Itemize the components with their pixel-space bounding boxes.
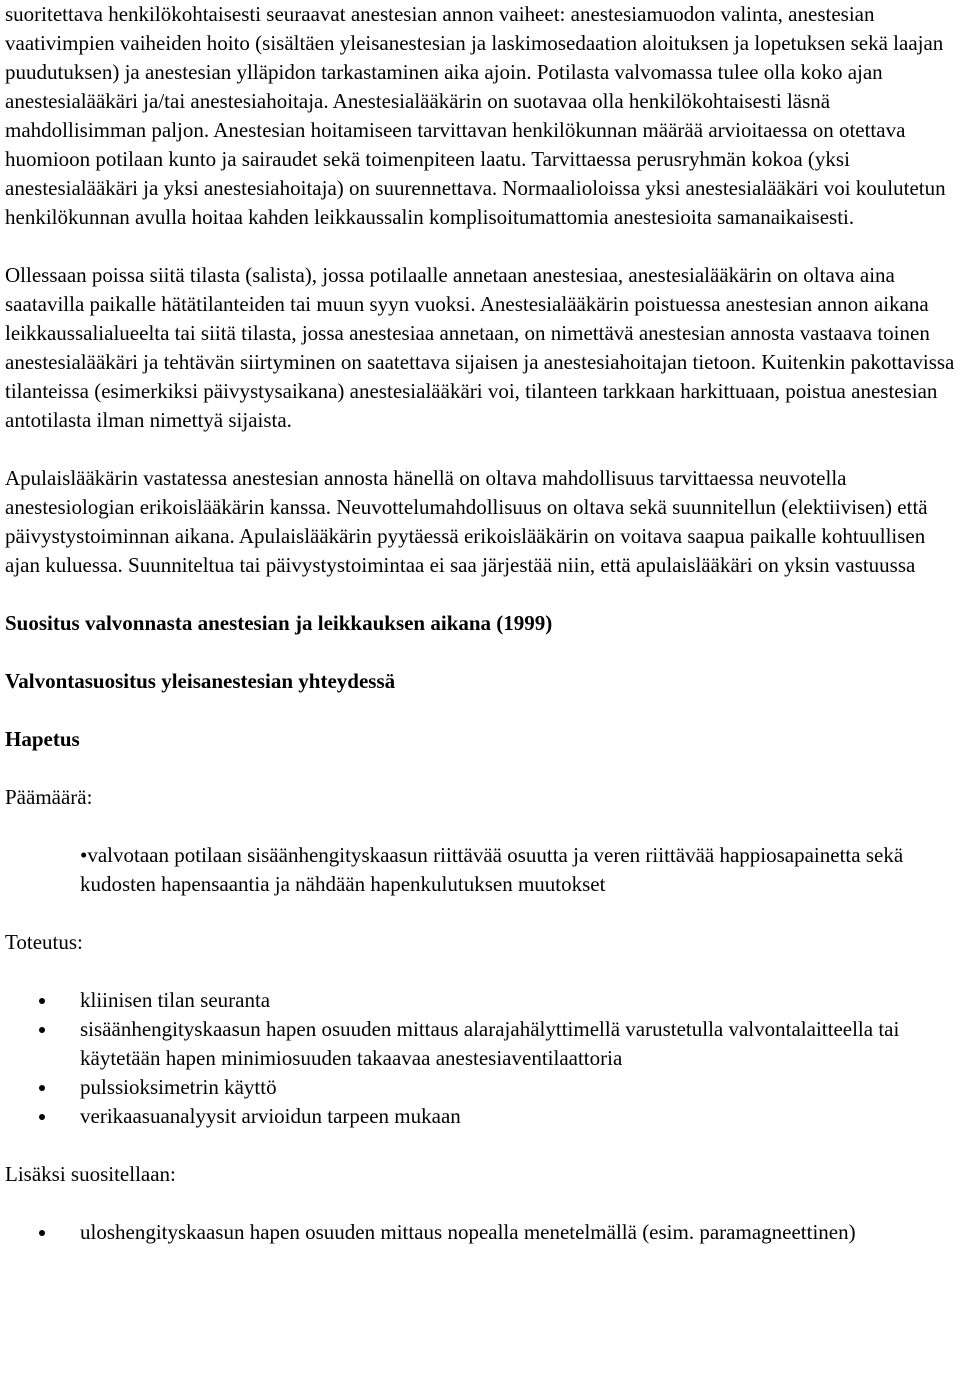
implementation-label: Toteutus:: [5, 930, 83, 954]
list-item: verikaasuanalyysit arvioidun tarpeen mukaan: [5, 1102, 960, 1131]
additional-label: Lisäksi suositellaan:: [5, 1162, 176, 1186]
bullet-icon: [39, 1027, 45, 1033]
list-item: kliinisen tilan seuranta: [5, 986, 960, 1015]
paragraph-absence-rules: Ollessaan poissa siitä tilasta (salista), jossa potilaalle annetaan anestesiaa, anestesialääkärin on oltava aina saatavilla paikalle hätätilanteiden tai muun syyn vuoksi. Anestesialääkärin poistuessa anestesian annon aikana leikkaussalialueelta tai siitä tilasta, jossa anestesiaa annetaan, on nimettävä anestesian annosta vastaava toinen anestesialääkäri ja tehtävän siirtyminen on saatettava sijaisen ja anestesiahoitajan tietoon. Kuitenkin pakottavissa tilanteissa (esimerkiksi päivystysaikana) anestesialääkäri voi, tilanteen tarkkaan harkittuaan, poistua anestesian antotilasta ilman nimettyä sijaista.: [5, 263, 955, 432]
list-item: pulssioksimetrin käyttö: [5, 1073, 960, 1102]
section-heading: Hapetus: [5, 727, 80, 751]
additional-list: [5, 1218, 960, 1247]
paragraph-assistant-physician: Apulaislääkärin vastatessa anestesian annosta hänellä on oltava mahdollisuus tarvittaessa neuvotella anestesiologian erikoislääkärin kanssa. Neuvottelumahdollisuus on oltava sekä suunnitellun (elektiivisen) että päivystystoiminnan aikana. Apulaislääkärin pyytäessä erikoislääkärin on voitava saapua paikalle kohtuullisen ajan kuluessa. Suunniteltua tai päivystystoimintaa ei saa järjestää niin, että apulaislääkäri on yksin vastuussa: [5, 466, 928, 577]
goal-item: •valvotaan potilaan sisäänhengityskaasun riittävää osuutta ja veren riittävää happiosapainetta sekä kudosten hapensaantia ja nähdään hapenkulutuksen muutokset: [80, 843, 904, 896]
list-item: sisäänhengityskaasun hapen osuuden mittaus alarajahälyttimellä varustetulla valvontalaitteella tai käytetään hapen minimiosuuden takaavaa anestesiaventilaattoria: [5, 1015, 960, 1073]
bullet-icon: [39, 998, 45, 1004]
goal-label: Päämäärä:: [5, 785, 93, 809]
paragraph-anesthesia-phases: suoritettava henkilökohtaisesti seuraavat anestesian annon vaiheet: anestesiamuodon valinta, anestesian vaativimpien vaiheiden hoito (sisältäen yleisanestesian ja laskimosedaation aloituksen ja lopetuksen sekä laajan puudutuksen) ja anestesian ylläpidon tarkastaminen aika ajoin. Potilasta valvomassa tulee olla koko ajan anestesialääkäri ja/tai anestesiahoitaja. Anestesialääkärin on suotavaa olla henkilökohtaisesti läsnä mahdollisimman paljon. Anestesian hoitamiseen tarvittavan henkilökunnan määrää arvioitaessa on otettava huomioon potilaan kunto ja sairaudet sekä toimenpiteen laatu. Tarvittaessa perusryhmän kokoa (yksi anestesialääkäri ja yksi anestesiahoitaja) on suurennettava. Normaalioloissa yksi anestesialääkäri voi koulutetun henkilökunnan avulla hoitaa kahden leikkaussalin komplisoitumattomia anestesioita samanaikaisesti.: [5, 2, 946, 229]
main-heading: Suositus valvonnasta anestesian ja leikkauksen aikana (1999): [5, 611, 553, 635]
implementation-list: [5, 986, 960, 1131]
bullet-icon: [39, 1114, 45, 1120]
bullet-icon: [39, 1085, 45, 1091]
list-item: uloshengityskaasun hapen osuuden mittaus nopealla menetelmällä (esim. paramagneettinen): [5, 1218, 960, 1247]
sub-heading: Valvontasuositus yleisanestesian yhteydessä: [5, 669, 396, 693]
bullet-icon: [39, 1230, 45, 1236]
